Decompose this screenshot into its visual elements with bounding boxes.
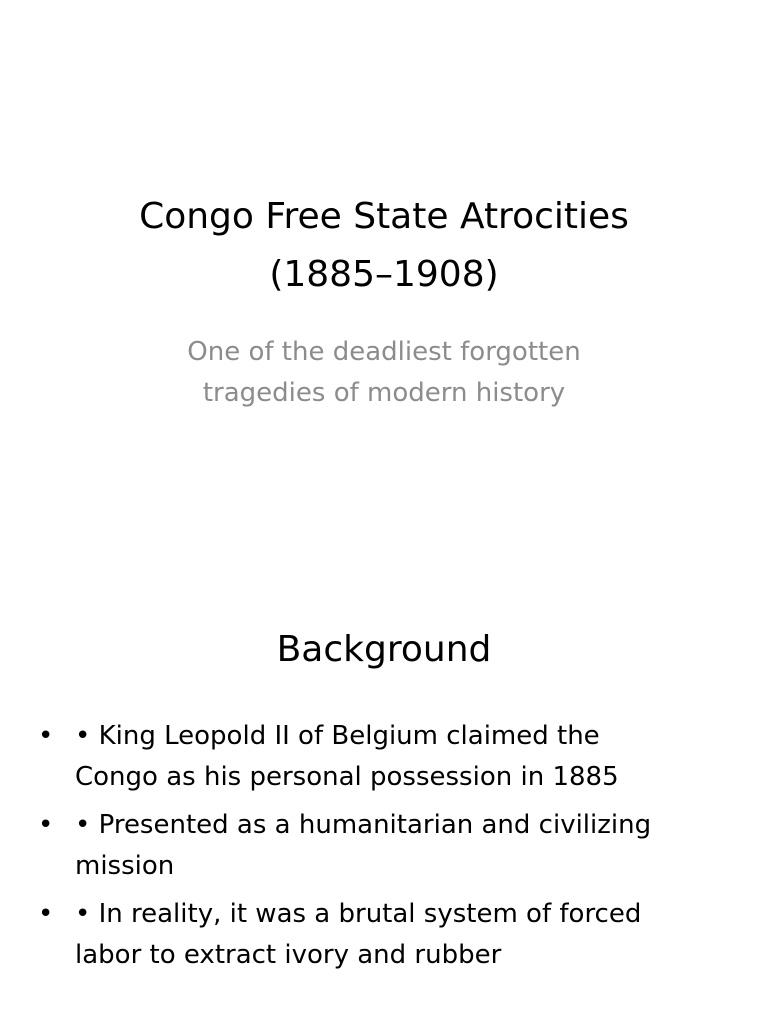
bullet-marker: • (38, 721, 54, 751)
bullet-item (38, 894, 718, 975)
bullet-text-line-1: • Presented as a humanitarian and civilizing (75, 810, 652, 840)
section-heading: Background (276, 629, 492, 670)
slide-title-line-1: Congo Free State Atrocities (139, 196, 629, 237)
slide-subtitle-line-2: tragedies of modern history (202, 378, 566, 408)
bullet-text-line-2: Congo as his personal possession in 1885 (75, 761, 619, 792)
bullet-text-line-2: labor to extract ivory and rubber (75, 939, 502, 970)
slide-subtitle (40, 332, 728, 414)
bullet-text-line-1: • In reality, it was a brutal system of forced (75, 899, 642, 929)
bullet-text-line-2: mission (75, 850, 175, 881)
slide-title (40, 188, 728, 304)
bullet-item (38, 716, 718, 797)
slide-title-line-2: (1885–1908) (269, 254, 499, 295)
bullet-item (38, 805, 718, 886)
bullet-marker: • (38, 899, 54, 929)
bullet-text-line-1: • King Leopold II of Belgium claimed the (75, 721, 600, 751)
slide-subtitle-line-1: One of the deadliest forgotten (187, 337, 581, 367)
bullet-marker: • (38, 810, 54, 840)
bullet-list (38, 716, 718, 983)
